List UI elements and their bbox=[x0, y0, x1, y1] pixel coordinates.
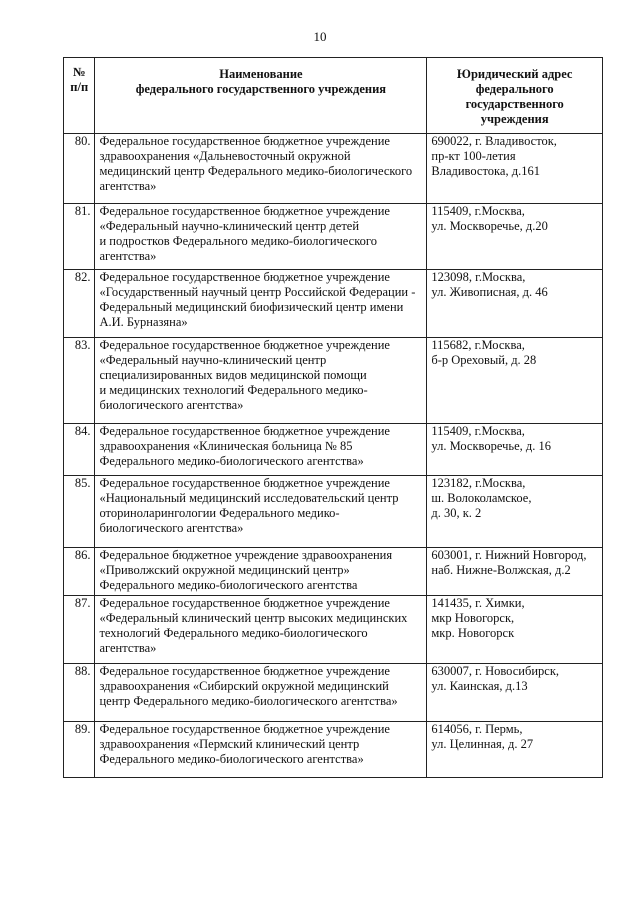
institution-name-line: оториноларингологии Федерального медико- bbox=[99, 506, 340, 520]
institution-name-line: центр Федерального медико-биологического агентства» bbox=[99, 694, 398, 708]
legal-address bbox=[427, 476, 603, 548]
legal-address-line: 614056, г. Пермь, bbox=[431, 722, 523, 736]
legal-address bbox=[427, 338, 603, 424]
institution-name-line: биологического агентства» bbox=[99, 398, 244, 412]
institution-name-line: Федеральное государственное бюджетное учреждение bbox=[99, 134, 390, 148]
legal-address bbox=[427, 722, 603, 778]
legal-address bbox=[427, 548, 603, 596]
legal-address-line: Владивостока, д.161 bbox=[431, 164, 540, 178]
header-legal-address: Юридический адрес федерального государственного учреждения bbox=[427, 58, 603, 134]
institution-name bbox=[95, 338, 427, 424]
legal-address bbox=[427, 134, 603, 204]
legal-address-line: 115682, г.Москва, bbox=[431, 338, 525, 352]
institution-name bbox=[95, 270, 427, 338]
legal-address-line: ул. Москворечье, д. 16 bbox=[431, 439, 551, 453]
institution-name-line: Федерального медико-биологического агентства bbox=[99, 578, 358, 592]
institution-name-line: агентства» bbox=[99, 641, 157, 655]
legal-address-line: ул. Целинная, д. 27 bbox=[431, 737, 534, 751]
institution-name-line: «Федеральный научно-клинический центр bbox=[99, 353, 327, 367]
table-row bbox=[64, 424, 603, 476]
legal-address-line: ш. Волоколамское, bbox=[431, 491, 532, 505]
legal-address-line: д. 30, к. 2 bbox=[431, 506, 482, 520]
institution-name-line: «Федеральный клинический центр высоких медицинских bbox=[99, 611, 408, 625]
page-number: 10 bbox=[313, 29, 327, 44]
institution-name-line: Федеральное государственное бюджетное учреждение bbox=[99, 338, 390, 352]
institution-name-line: здравоохранения «Клиническая больница № 85 bbox=[99, 439, 353, 453]
legal-address bbox=[427, 204, 603, 270]
legal-address-line: 123098, г.Москва, bbox=[431, 270, 526, 284]
institution-name-line: и медицинских технологий Федерального медико- bbox=[99, 383, 368, 397]
institution-name-line: здравоохранения «Дальневосточный окружной bbox=[99, 149, 351, 163]
institution-name bbox=[95, 596, 427, 664]
row-number: 87. bbox=[64, 596, 95, 664]
legal-address-line: 115409, г.Москва, bbox=[431, 424, 525, 438]
institution-name-line: Федеральное государственное бюджетное учреждение bbox=[99, 664, 390, 678]
legal-address-line: мкр Новогорск, bbox=[431, 611, 515, 625]
institution-name-line: Федеральное бюджетное учреждение здравоохранения bbox=[99, 548, 393, 562]
institution-name bbox=[95, 134, 427, 204]
institution-name-line: агентства» bbox=[99, 249, 157, 263]
institution-name-line: Федерального медико-биологического агентства» bbox=[99, 454, 364, 468]
institution-name-line: специализированных видов медицинской помощи bbox=[99, 368, 367, 382]
legal-address-line: 630007, г. Новосибирск, bbox=[431, 664, 560, 678]
legal-address-line: 141435, г. Химки, bbox=[431, 596, 525, 610]
institution-name-line: «Приволжский окружной медицинский центр» bbox=[99, 563, 350, 577]
legal-address-line: ул. Москворечье, д.20 bbox=[431, 219, 548, 233]
legal-address-line: мкр. Новогорск bbox=[431, 626, 515, 640]
institution-name-line: Федерального медико-биологического агентства» bbox=[99, 752, 364, 766]
legal-address bbox=[427, 424, 603, 476]
institution-name-line: и подростков Федерального медико-биологического bbox=[99, 234, 377, 248]
row-number: 84. bbox=[64, 424, 95, 476]
institutions-table bbox=[63, 57, 603, 778]
institution-name bbox=[95, 548, 427, 596]
institution-name-line: «Государственный научный центр Российской Федерации - bbox=[99, 285, 416, 299]
institution-name-line: здравоохранения «Пермский клинический центр bbox=[99, 737, 360, 751]
institution-name bbox=[95, 476, 427, 548]
institution-name bbox=[95, 204, 427, 270]
row-number: 86. bbox=[64, 548, 95, 596]
legal-address-line: б-р Ореховый, д. 28 bbox=[431, 353, 537, 367]
legal-address-line: пр-кт 100-летия bbox=[431, 149, 516, 163]
table-row bbox=[64, 338, 603, 424]
header-number: № п/п bbox=[64, 58, 95, 134]
table-row bbox=[64, 596, 603, 664]
institution-name-line: Федеральное государственное бюджетное учреждение bbox=[99, 476, 390, 490]
institution-name-line: Федеральное государственное бюджетное учреждение bbox=[99, 270, 390, 284]
legal-address-line: ул. Живописная, д. 46 bbox=[431, 285, 548, 299]
header-institution-name: Наименование федерального государственного учреждения bbox=[95, 58, 427, 134]
institution-name-line: Федеральное государственное бюджетное учреждение bbox=[99, 424, 390, 438]
row-number: 89. bbox=[64, 722, 95, 778]
institution-name-line: А.И. Бурназяна» bbox=[99, 315, 188, 329]
institution-name bbox=[95, 722, 427, 778]
institution-name-line: Федеральное государственное бюджетное учреждение bbox=[99, 204, 390, 218]
table-header-row bbox=[64, 58, 603, 134]
institution-name-line: «Национальный медицинский исследовательский центр bbox=[99, 491, 399, 505]
legal-address-line: 123182, г.Москва, bbox=[431, 476, 526, 490]
table-row bbox=[64, 548, 603, 596]
table-row bbox=[64, 476, 603, 548]
institution-name-line: «Федеральный научно-клинический центр детей bbox=[99, 219, 360, 233]
legal-address-line: ул. Каинская, д.13 bbox=[431, 679, 528, 693]
table-row bbox=[64, 722, 603, 778]
institution-name bbox=[95, 424, 427, 476]
row-number: 82. bbox=[64, 270, 95, 338]
row-number: 80. bbox=[64, 134, 95, 204]
institution-name-line: Федеральное государственное бюджетное учреждение bbox=[99, 596, 390, 610]
institution-name-line: медицинский центр Федерального медико-биологического bbox=[99, 164, 413, 178]
legal-address bbox=[427, 270, 603, 338]
row-number: 83. bbox=[64, 338, 95, 424]
legal-address-line: 603001, г. Нижний Новгород, bbox=[431, 548, 587, 562]
row-number: 88. bbox=[64, 664, 95, 722]
legal-address-line: 115409, г.Москва, bbox=[431, 204, 525, 218]
legal-address-line: наб. Нижне-Волжская, д.2 bbox=[431, 563, 571, 577]
row-number: 85. bbox=[64, 476, 95, 548]
institution-name bbox=[95, 664, 427, 722]
institution-name-line: здравоохранения «Сибирский окружной медицинский bbox=[99, 679, 389, 693]
institution-name-line: биологического агентства» bbox=[99, 521, 244, 535]
table-row bbox=[64, 270, 603, 338]
institution-name-line: агентства» bbox=[99, 179, 157, 193]
row-number: 81. bbox=[64, 204, 95, 270]
legal-address bbox=[427, 664, 603, 722]
table-row bbox=[64, 664, 603, 722]
institution-name-line: Федеральный медицинский биофизический центр имени bbox=[99, 300, 404, 314]
institution-name-line: Федеральное государственное бюджетное учреждение bbox=[99, 722, 390, 736]
institution-name-line: технологий Федерального медико-биологического bbox=[99, 626, 368, 640]
table-body bbox=[64, 134, 603, 778]
legal-address bbox=[427, 596, 603, 664]
table-row bbox=[64, 204, 603, 270]
table-row bbox=[64, 134, 603, 204]
legal-address-line: 690022, г. Владивосток, bbox=[431, 134, 557, 148]
